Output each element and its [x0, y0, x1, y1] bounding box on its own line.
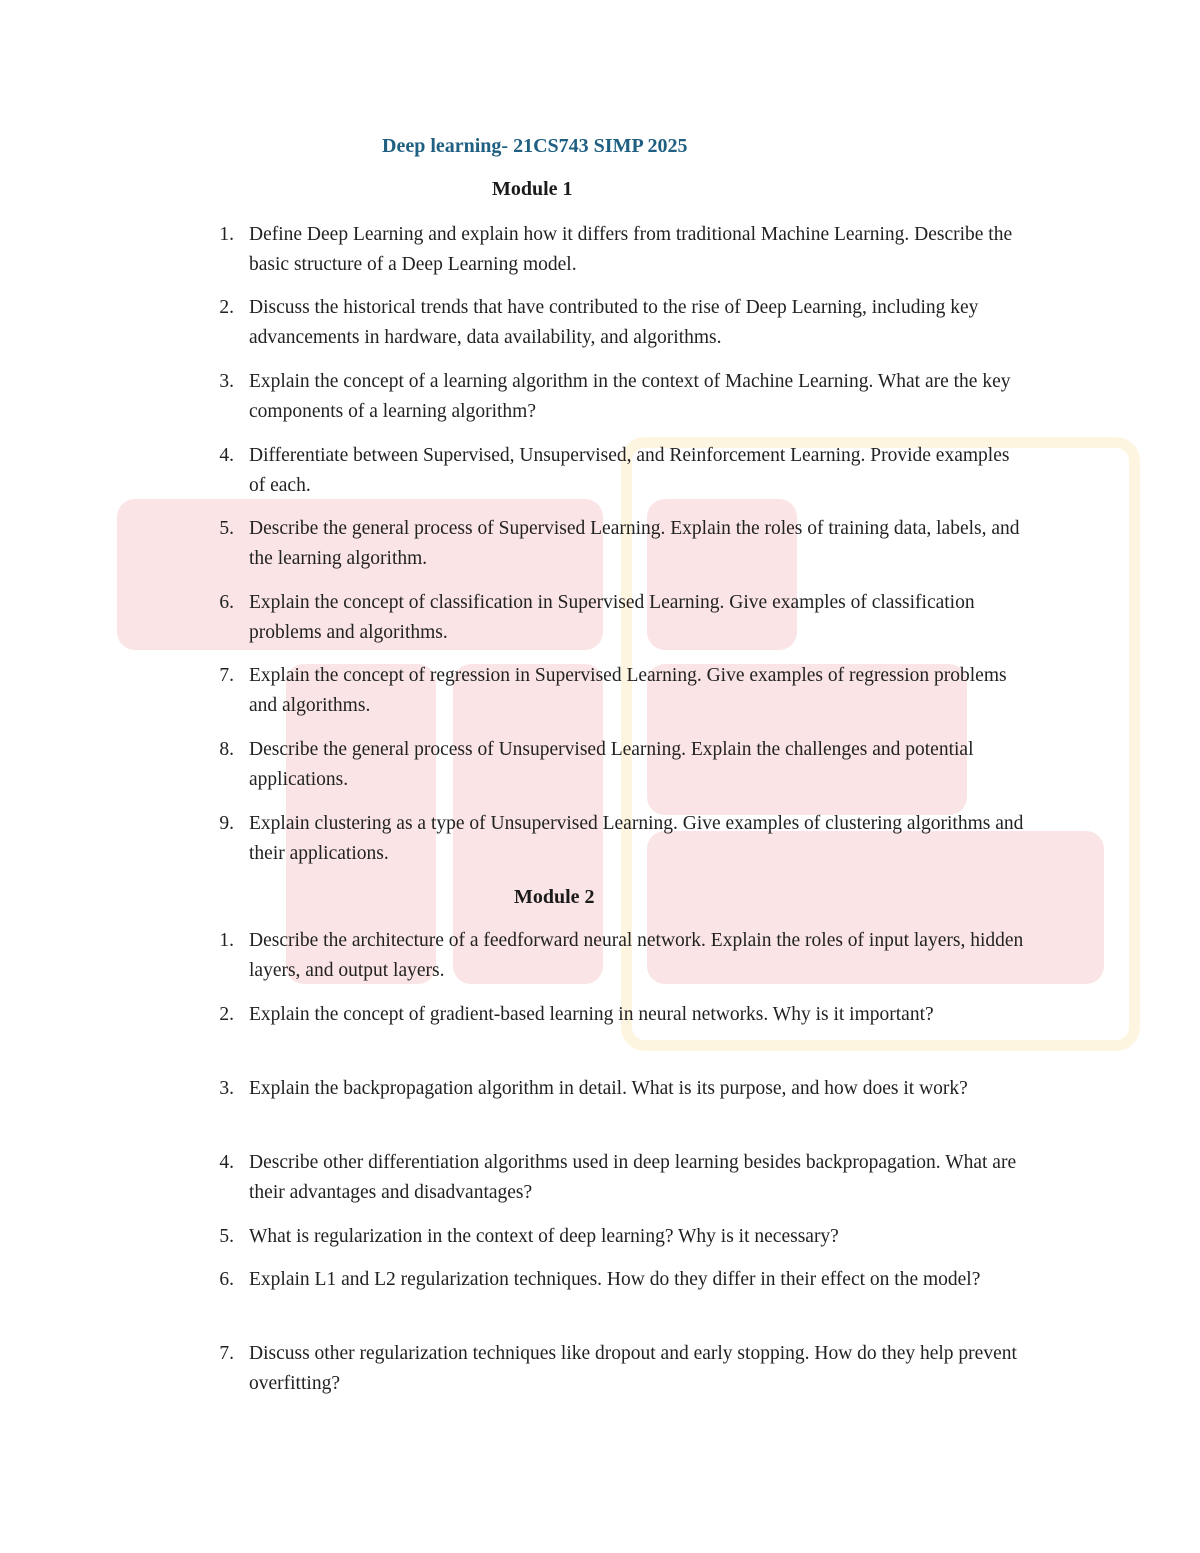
question-number: 5.	[219, 518, 234, 539]
question-number: 3.	[219, 371, 234, 392]
question-text: Differentiate between Supervised, Unsupervised, and Reinforcement Learning. Provide examples of each.	[249, 445, 1010, 496]
question-number: 2.	[219, 297, 234, 318]
question-text: Describe other differentiation algorithms used in deep learning besides backpropagation. What are their advantages and disadvantages?	[249, 1152, 1017, 1203]
question-text: Define Deep Learning and explain how it differs from traditional Machine Learning. Describe the basic structure of a Deep Learning model.	[249, 224, 1013, 275]
question-number: 7.	[219, 1343, 234, 1364]
question-number: 2.	[219, 1004, 234, 1025]
question-text: Explain L1 and L2 regularization techniques. How do they differ in their effect on the model?	[249, 1269, 981, 1290]
document-title: Deep learning- 21CS743 SIMP 2025	[382, 135, 688, 157]
question-text: Explain the concept of classification in Supervised Learning. Give examples of classification problems and algorithms.	[249, 592, 975, 643]
module-2-heading: Module 2	[514, 886, 595, 908]
question-number: 3.	[219, 1078, 234, 1099]
question-number: 6.	[219, 1269, 234, 1290]
question-text: Explain clustering as a type of Unsupervised Learning. Give examples of clustering algorithms and their applications.	[249, 813, 1024, 864]
module-1-heading: Module 1	[492, 178, 573, 200]
question-text: Describe the general process of Supervised Learning. Explain the roles of training data, labels, and the learning algorithm.	[249, 518, 1020, 569]
question-text: Explain the concept of gradient-based learning in neural networks. Why is it important?	[249, 1004, 934, 1025]
question-text: Explain the backpropagation algorithm in detail. What is its purpose, and how does it work?	[249, 1078, 968, 1099]
question-number: 9.	[219, 813, 234, 834]
question-text: What is regularization in the context of deep learning? Why is it necessary?	[249, 1226, 839, 1247]
question-text: Describe the architecture of a feedforward neural network. Explain the roles of input layers, hidden layers, and output layers.	[249, 930, 1024, 981]
question-number: 1.	[219, 930, 234, 951]
question-number: 7.	[219, 665, 234, 686]
question-text: Discuss the historical trends that have contributed to the rise of Deep Learning, including key advancements in hardware, data availability, and algorithms.	[249, 297, 979, 348]
question-text: Describe the general process of Unsupervised Learning. Explain the challenges and potential applications.	[249, 739, 974, 790]
question-number: 5.	[219, 1226, 234, 1247]
question-text: Explain the concept of a learning algorithm in the context of Machine Learning. What are the key components of a learning algorithm?	[249, 371, 1011, 422]
question-number: 8.	[219, 739, 234, 760]
question-number: 6.	[219, 592, 234, 613]
question-number: 4.	[219, 445, 234, 466]
question-text: Explain the concept of regression in Supervised Learning. Give examples of regression problems and algorithms.	[249, 665, 1007, 716]
question-text: Discuss other regularization techniques like dropout and early stopping. How do they help prevent overfitting?	[249, 1343, 1017, 1394]
question-number: 1.	[219, 224, 234, 245]
question-number: 4.	[219, 1152, 234, 1173]
